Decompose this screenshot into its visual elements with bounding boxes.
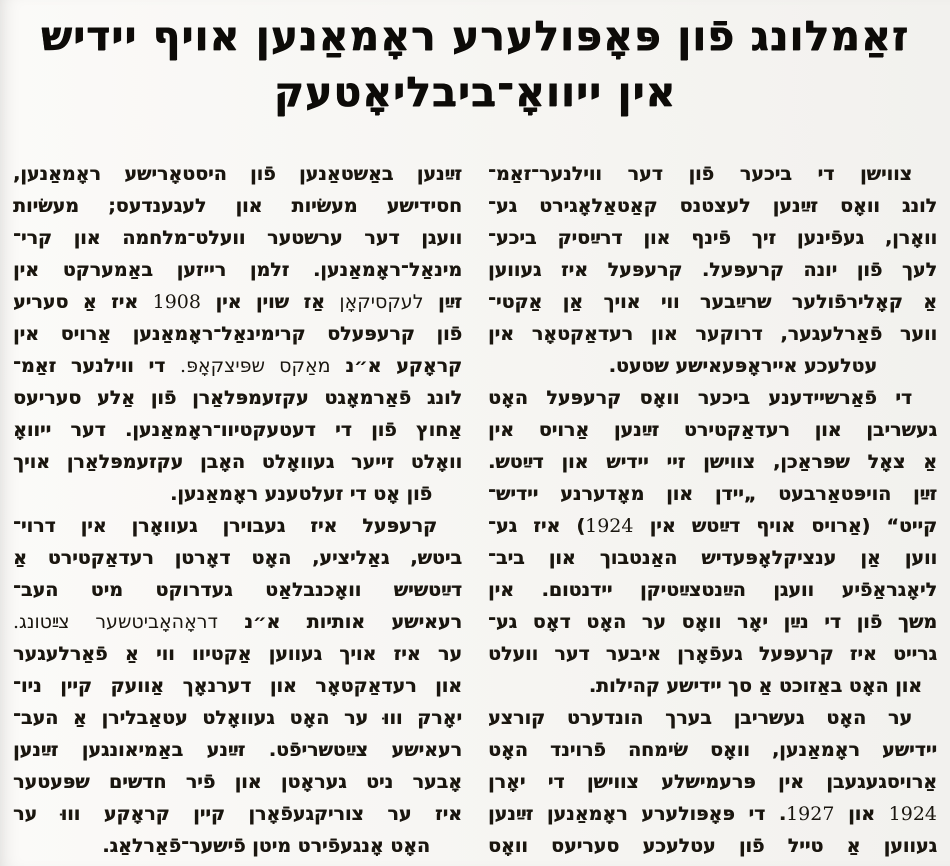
- text-line: לונג וואָס זײַנען לעצטנס קאַטאַלאָגירט גע־: [488, 195, 937, 217]
- text-line: צווישן די ביכער פֿון דער ווילנער־זאַמ־: [488, 163, 912, 185]
- title-in-light-type: לעקסיקאָן: [339, 291, 424, 313]
- text-line: ביטש, גאַליציע, האָט דאָרטן רעדאַקטירט אַ: [13, 547, 462, 569]
- text-line: יאָרק וווּ ער האָט געוואָלט עטאַבלירן אַ העב־: [13, 707, 462, 729]
- text-line: האָט אָנגעפֿירט מיטן פֿישער־פֿאַרלאַג.: [102, 835, 430, 857]
- text-line: עטלעכע אייראָפּעאישע שטעט.: [608, 355, 877, 377]
- text-line: רעאישע צײַטשריפֿט. זײַנע באַמיאונגען זײַנען: [13, 739, 462, 761]
- text-line: ליאָגראַפֿיע וועגן הײַנטצײַטיקן יידנטום. אין: [488, 579, 937, 601]
- text-line: קייט“ (אַרויס אויף דײַטש אין 1924) איז גע־: [488, 515, 937, 537]
- text-line: ווער פֿאַרלעגער, דרוקער און רעדאַקטאָר אין: [488, 323, 937, 345]
- text-line: וואָרן, געפֿינען זיך פֿינף און דרײַסיק ביכע־: [488, 227, 937, 249]
- text-line: זײַן הויפּטאַרבעט „יידן און מאָדערנע יידיש־: [488, 483, 937, 505]
- text-line: אַחוץ פֿון די דעטעקטיוו־ראָמאַנען. דער ייוואָ: [13, 419, 462, 441]
- text-line: און האָט באַזוכט אַ סך יידישע קהילות.: [588, 675, 922, 697]
- text-line: 1924 און 1927. די פּאָפּולערע ראָמאַנען זײַנען: [488, 803, 937, 825]
- title-in-light-type: 1927: [786, 803, 835, 825]
- article-headline: [0, 0, 950, 120]
- title-in-light-type: 1908: [152, 291, 201, 313]
- headline-line-2: אין ייוואָ־ביבליאָטעק: [273, 68, 677, 116]
- text-line: פֿון קרעפּעלס קרימינאַל־ראָמאַנען אַרויס אין: [13, 323, 462, 345]
- text-line: אָבער ניט געראָטן און פֿיר חדשים שפּעטער: [13, 771, 462, 793]
- text-line: די פֿאַרשיידענע ביכער וואָס קרעפּעל האָט: [488, 387, 912, 409]
- text-line: זײַנען באַשטאַנען פֿון היסטאָרישע ראָמאַנען,: [13, 163, 462, 185]
- title-in-light-type: דראָהאָביטשער צײַטונג.: [13, 611, 218, 633]
- text-line: יידישע ראָמאַנען, וואָס שׂימחה פֿרוינד האָט: [488, 739, 937, 761]
- text-line: ער האָט געשריבן בערך הונדערט קורצע: [488, 707, 912, 729]
- text-line: גרייט איז קרעפּעל געפֿאָרן איבער דער וועלט: [488, 643, 937, 665]
- text-line: לעך פֿון יונה קרעפּעל. קרעפּעל איז געווען: [488, 259, 937, 281]
- text-line: איז ער צוריקגעפֿאָרן קיין קראָקע וווּ ער: [13, 803, 462, 825]
- text-line: לונג פֿאַרמאָגט עקזעמפּלאַרן פֿון אַלע סעריעס: [13, 387, 462, 409]
- text-line: אַרויסגעגעבן אין פּרעמישלע צווישן די יאָרן: [488, 771, 937, 793]
- text-line: ער איז אויך געווען אַקטיוו ווי אַ פֿאַרלעגער: [13, 643, 462, 665]
- text-line: קרעפּעל איז געבוירן געוואָרן אין דרוי־: [13, 515, 437, 537]
- left-column: [13, 158, 462, 862]
- text-line: אַ צאָל שפּראַכן, צווישן זיי יידיש און דײַטש.: [488, 451, 937, 473]
- title-in-light-type: 1924: [888, 803, 937, 825]
- text-line: רעאישע אותיות א״נ דראָהאָביטשער צײַטונג.: [13, 611, 462, 633]
- article-columns: [0, 120, 950, 862]
- title-in-light-type: 1924: [585, 515, 634, 537]
- text-line: געווען אַ טייל פֿון עטלעכע סעריעס וואָס: [488, 835, 937, 857]
- text-line: זײַן לעקסיקאָן אַז שוין אין 1908 איז אַ סעריע: [13, 291, 462, 313]
- text-line: קראָקע א״נ מאַקס שפּיצקאָפּ. די ווילנער זאַמ־: [13, 355, 462, 377]
- text-line: וואָלט זייער געוואָלט האָבן עקזעמפּלאַרן אויך: [13, 451, 462, 473]
- text-line: מינאַל־ראָמאַנען. זלמן רייזען באַמערקט אין: [13, 259, 462, 281]
- text-line: דײַטשיש וואָכנבלאַט געדרוקט מיט העב־: [13, 579, 462, 601]
- text-line: געשריבן און רעדאַקטירט זײַנען אַרויס אין: [488, 419, 937, 441]
- text-line: משך פֿון די נײַן יאָר וואָס ער האָט דאָס גע־: [488, 611, 937, 633]
- text-line: און רעדאַקטאָר און דערנאָך אַוועק קיין ניו־: [13, 675, 462, 697]
- text-line: פֿון אָט די זעלטענע ראָמאַנען.: [170, 483, 432, 505]
- headline-line-1: זאַמלונג פֿון פּאָפּולערע ראָמאַנען אויף יידיש: [40, 12, 910, 60]
- text-line: ווען אַן ענציקלאָפּעדיש האַנטבוך און ביב־: [488, 547, 937, 569]
- text-line: חסידישע מעשׂיות און לעגענדעס; מעשׂיות: [13, 195, 462, 217]
- text-line: וועגן דער ערשטער וועלט־מלחמה און קרי־: [13, 227, 462, 249]
- text-line: אַ קאָלירפֿולער שרײַבער ווי אויך אַן אַקטי־: [488, 291, 937, 313]
- right-column: [488, 158, 937, 862]
- title-in-light-type: מאַקס שפּיצקאָפּ.: [180, 355, 331, 377]
